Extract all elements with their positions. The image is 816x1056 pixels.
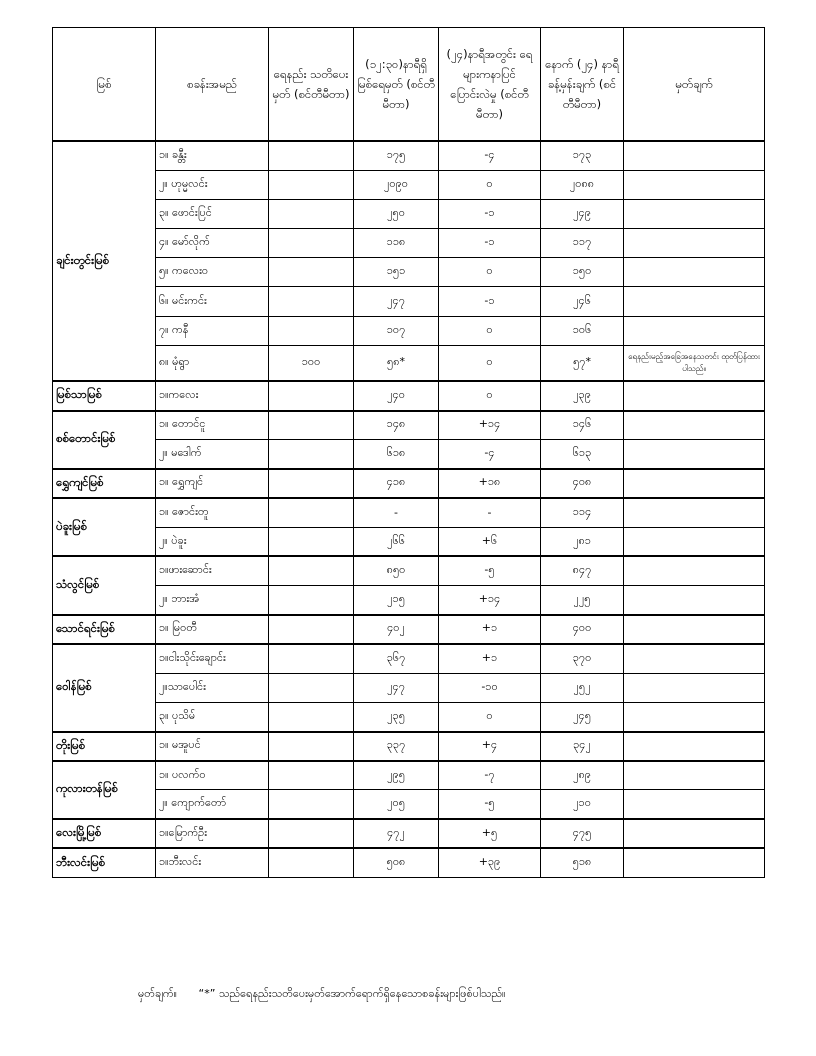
forecast-level: ၂၃၉: [541, 381, 624, 410]
remark: [624, 316, 765, 345]
station-name: ၁။ကလေး: [156, 381, 269, 410]
footnote: [138, 987, 505, 1003]
forecast-level: ၂၅၂: [541, 673, 624, 702]
water-level: -: [354, 498, 439, 527]
forecast-level: ၃၄၂: [541, 732, 624, 761]
forecast-level: ၅၇*: [541, 345, 624, 381]
level-change: +၆: [439, 527, 541, 556]
station-name: ၂။ ပဲခူး: [156, 527, 269, 556]
warning-level: [269, 732, 354, 761]
remark: [624, 644, 765, 673]
warning-level: [269, 761, 354, 790]
level-change: -၄: [439, 440, 541, 469]
table-row: [53, 345, 765, 381]
forecast-level: ၂၂၅: [541, 586, 624, 615]
col-header-24h-change: (၂၄)နာရီအတွင်း ရေများကနာပြင် ပြောင်းလဲမှု (စင်တီမီတာ): [439, 28, 541, 142]
warning-level: [269, 527, 354, 556]
remark: [624, 673, 765, 702]
water-level: ၂၆၆: [354, 527, 439, 556]
warning-level: [269, 411, 354, 440]
warning-level: [269, 586, 354, 615]
warning-level: [269, 170, 354, 199]
warning-level: [269, 141, 354, 170]
station-name: ၂။ မဒေါက်: [156, 440, 269, 469]
remark: [624, 556, 765, 585]
warning-level: [269, 229, 354, 258]
station-name: ၁။ တောင်ငူ: [156, 411, 269, 440]
station-name: ၇။ ကနီ: [156, 316, 269, 345]
forecast-level: ၁၄၆: [541, 411, 624, 440]
table-row: [53, 229, 765, 258]
warning-level: [269, 381, 354, 410]
forecast-level: ၄၇၅: [541, 819, 624, 848]
station-name: ၁။ မအူပင်: [156, 732, 269, 761]
station-name: ၂။ ဘားအံ: [156, 586, 269, 615]
water-level: ၂၁၅: [354, 586, 439, 615]
remark: [624, 258, 765, 287]
water-level: ၄၀၂: [354, 615, 439, 644]
table-row: [53, 287, 765, 316]
forecast-level: ၂၈၉: [541, 761, 624, 790]
level-change: ၀: [439, 258, 541, 287]
warning-level: [269, 615, 354, 644]
station-name: ၆။ မင်းကင်း: [156, 287, 269, 316]
station-name: ၁။မြောက်ဦး: [156, 819, 269, 848]
water-level: ၂၃၅: [354, 702, 439, 731]
col-header-remark: မှတ်ချက်: [624, 28, 765, 142]
water-level: ၂၉၅: [354, 761, 439, 790]
warning-level: [269, 498, 354, 527]
table-row: [53, 848, 765, 877]
level-change: +၁၈: [439, 469, 541, 498]
table-row: [53, 615, 765, 644]
station-name: ၃။ ဖောင်းပြင်: [156, 199, 269, 228]
table-row: [53, 673, 765, 702]
level-change: +၁: [439, 615, 541, 644]
table-row: [53, 761, 765, 790]
water-level: ၁၇၅: [354, 141, 439, 170]
col-header-station: စခန်းအမည်: [156, 28, 269, 142]
water-level: ၂၄၀: [354, 381, 439, 410]
water-level: ၄၇၂: [354, 819, 439, 848]
remark: [624, 141, 765, 170]
water-level: ၁၁၈: [354, 229, 439, 258]
table-row: [53, 498, 765, 527]
forecast-level: ၁၁၄: [541, 498, 624, 527]
warning-level: [269, 673, 354, 702]
footnote-text: “*” သည်ရေနည်းသတိပေးမှတ်အောက်ရောက်ရှိနေသောစခန်းများဖြစ်ပါသည်။: [198, 987, 506, 1000]
forecast-level: ၁၅၀: [541, 258, 624, 287]
station-name: ၅။ ကလေးဝ: [156, 258, 269, 287]
remark: [624, 819, 765, 848]
station-name: ၂။ ကျောက်တော်: [156, 790, 269, 819]
level-change: ၀: [439, 345, 541, 381]
table-row: [53, 316, 765, 345]
remark: [624, 702, 765, 731]
remark: [624, 586, 765, 615]
remark: [624, 199, 765, 228]
water-level: ၁၀၇: [354, 316, 439, 345]
station-name: ၂။ ဟုမ္မလင်း: [156, 170, 269, 199]
forecast-level: ၄၀၀: [541, 615, 624, 644]
station-name: ၁။ ရွှေကျင်: [156, 469, 269, 498]
station-name: ၁။ ပလက်ဝ: [156, 761, 269, 790]
river-name: စစ်တောင်းမြစ်: [53, 411, 156, 469]
river-level-table: [52, 27, 765, 878]
table-row: [53, 170, 765, 199]
water-level: ၃၃၇: [354, 732, 439, 761]
water-level: ၁၅၁: [354, 258, 439, 287]
forecast-level: ၂၄၉: [541, 199, 624, 228]
station-name: ၁။ဖားဆောင်း: [156, 556, 269, 585]
station-name: ၈။ မုံရွာ: [156, 345, 269, 381]
table-row: [53, 381, 765, 410]
remark: [624, 469, 765, 498]
remark: [624, 615, 765, 644]
station-name: ၃။ ပုသိမ်: [156, 702, 269, 731]
forecast-level: ၂၄၆: [541, 287, 624, 316]
col-header-river: မြစ်: [53, 28, 156, 142]
table-row: [53, 258, 765, 287]
water-level: ၅၀၈: [354, 848, 439, 877]
river-name: ချင်းတွင်းမြစ်: [53, 141, 156, 381]
level-change: +၃၉: [439, 848, 541, 877]
level-change: +၅: [439, 819, 541, 848]
forecast-level: ၈၄၇: [541, 556, 624, 585]
river-name: သောင်ရင်းမြစ်: [53, 615, 156, 644]
level-change: -၇: [439, 761, 541, 790]
forecast-level: ၁၇၃: [541, 141, 624, 170]
river-name: ဝေါန်မြစ်: [53, 644, 156, 732]
water-level: ၂၅၀: [354, 199, 439, 228]
water-level: ၆၁၈: [354, 440, 439, 469]
footnote-label: မှတ်ချက်။: [138, 987, 178, 1000]
table-row: [53, 586, 765, 615]
remark: [624, 229, 765, 258]
warning-level: [269, 469, 354, 498]
river-name: လေးမြို့မြစ်: [53, 819, 156, 848]
table-row: [53, 411, 765, 440]
water-level: ၅၈*: [354, 345, 439, 381]
col-header-current-level: (၁၂:၃၀)နာရီရှိ မြစ်ရေမှတ် (စင်တီမီတာ): [354, 28, 439, 142]
remark: ရေနည်းမည့်အခြေအနေသတင်း ထုတ်ပြန်ထားပါသည်။: [624, 345, 765, 381]
water-level: ၈၅၀: [354, 556, 439, 585]
level-change: ၀: [439, 702, 541, 731]
level-change: +၁၄: [439, 586, 541, 615]
level-change: -၁၀: [439, 673, 541, 702]
river-name: ဘီးလင်းမြစ်: [53, 848, 156, 877]
water-level: ၄၁၈: [354, 469, 439, 498]
forecast-level: ၂၄၅: [541, 702, 624, 731]
table-row: [53, 819, 765, 848]
remark: [624, 732, 765, 761]
col-header-warning-level: ရေနည်း သတိပေးမှတ် (စင်တီမီတာ): [269, 28, 354, 142]
remark: [624, 287, 765, 316]
warning-level: ၁၀၀: [269, 345, 354, 381]
forecast-level: ၃၇၀: [541, 644, 624, 673]
water-level: ၂၄၇: [354, 287, 439, 316]
level-change: -၁: [439, 229, 541, 258]
level-change: -၄: [439, 141, 541, 170]
station-name: ၁။ဘီးလင်း: [156, 848, 269, 877]
level-change: ၀: [439, 316, 541, 345]
warning-level: [269, 819, 354, 848]
forecast-level: ၁၁၇: [541, 229, 624, 258]
level-change: ၀: [439, 170, 541, 199]
water-level: ၁၄၈: [354, 411, 439, 440]
table-row: [53, 556, 765, 585]
table-row: [53, 702, 765, 731]
forecast-level: ၄၀၈: [541, 469, 624, 498]
remark: [624, 527, 765, 556]
table-row: [53, 644, 765, 673]
forecast-level: ၁၀၆: [541, 316, 624, 345]
level-change: -: [439, 498, 541, 527]
warning-level: [269, 258, 354, 287]
table-row: [53, 790, 765, 819]
level-change: -၁: [439, 199, 541, 228]
river-name: တိုးမြစ်: [53, 732, 156, 761]
header-row: [53, 28, 765, 142]
remark: [624, 848, 765, 877]
table-row: [53, 732, 765, 761]
table-row: [53, 199, 765, 228]
table-row: [53, 527, 765, 556]
water-level: ၂၄၇: [354, 673, 439, 702]
water-level: ၂၀၉၀: [354, 170, 439, 199]
station-name: ၁။ငါးသိုင်းချောင်း: [156, 644, 269, 673]
river-name: သံလွင်မြစ်: [53, 556, 156, 614]
level-change: -၅: [439, 556, 541, 585]
warning-level: [269, 848, 354, 877]
station-name: ၄။ မော်လိုက်: [156, 229, 269, 258]
warning-level: [269, 790, 354, 819]
col-header-forecast: နောက် (၂၄) နာရီ ခန့်မှန်းချက် (စင်တီမီတာ): [541, 28, 624, 142]
level-change: +၄: [439, 732, 541, 761]
station-name: ၁။ ဇောင်းတူ: [156, 498, 269, 527]
station-name: ၁။ မြဝတီ: [156, 615, 269, 644]
water-level: ၃၆၇: [354, 644, 439, 673]
warning-level: [269, 644, 354, 673]
warning-level: [269, 287, 354, 316]
warning-level: [269, 702, 354, 731]
remark: [624, 170, 765, 199]
warning-level: [269, 440, 354, 469]
remark: [624, 498, 765, 527]
warning-level: [269, 199, 354, 228]
table-body: [53, 141, 765, 878]
remark: [624, 440, 765, 469]
forecast-level: ၂၁၀: [541, 790, 624, 819]
remark: [624, 381, 765, 410]
remark: [624, 790, 765, 819]
forecast-level: ၂၀၈၈: [541, 170, 624, 199]
river-name: ပဲခူးမြစ်: [53, 498, 156, 556]
water-level: ၂၀၅: [354, 790, 439, 819]
forecast-level: ၆၁၃: [541, 440, 624, 469]
level-change: -၁: [439, 287, 541, 316]
table-row: [53, 469, 765, 498]
warning-level: [269, 556, 354, 585]
river-name: ရွှေကျင်မြစ်: [53, 469, 156, 498]
remark: [624, 411, 765, 440]
warning-level: [269, 316, 354, 345]
level-change: ၀: [439, 381, 541, 410]
level-change: +၁၄: [439, 411, 541, 440]
forecast-level: ၂၈၁: [541, 527, 624, 556]
river-name: ကုလားတန်မြစ်: [53, 761, 156, 819]
remark: [624, 761, 765, 790]
station-name: ၂။သာပေါင်း: [156, 673, 269, 702]
station-name: ၁။ ခန္တီး: [156, 141, 269, 170]
level-change: -၅: [439, 790, 541, 819]
river-name: မြစ်သာမြစ်: [53, 381, 156, 410]
table-row: [53, 440, 765, 469]
forecast-level: ၅၁၈: [541, 848, 624, 877]
level-change: +၁: [439, 644, 541, 673]
table-row: [53, 141, 765, 170]
